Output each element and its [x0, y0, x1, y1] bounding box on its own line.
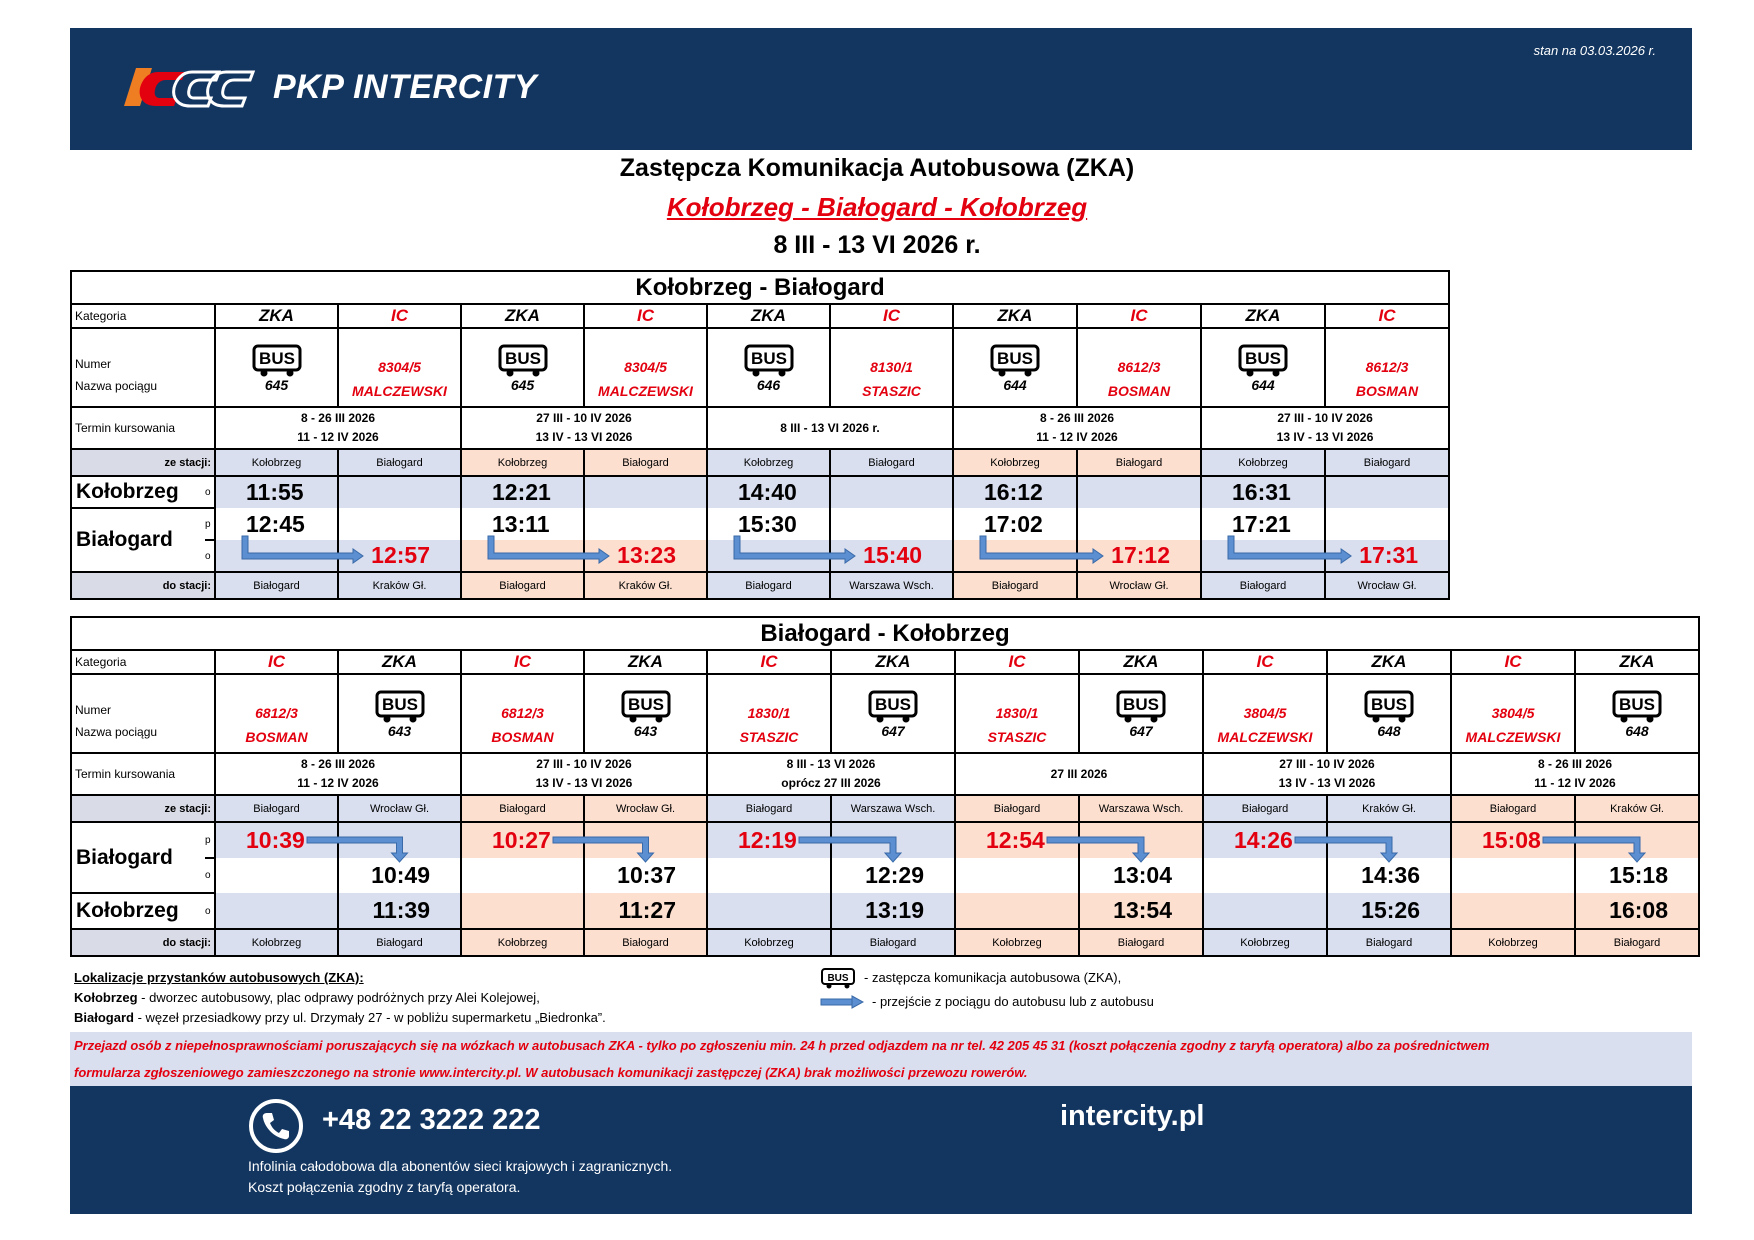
station-label: Białogard [71, 822, 205, 893]
to-station: Białogard [461, 572, 584, 599]
station-label: Kołobrzeg [71, 893, 205, 929]
category-cell: ZKA [831, 650, 955, 674]
schedule-period: 8 III - 13 VI 2026 oprócz 27 III 2026 [707, 753, 955, 795]
from-station: Kołobrzeg [953, 449, 1077, 476]
category-cell: IC [1451, 650, 1575, 674]
svg-text:BUS: BUS [258, 348, 295, 368]
bus-icon [867, 689, 919, 723]
to-station: Kołobrzeg [1451, 929, 1575, 956]
category-cell: IC [461, 650, 584, 674]
bus-number-cell: BUS 644 [953, 328, 1077, 407]
train-arrival: 12:19 [707, 822, 831, 858]
to-station: Białogard [1079, 929, 1203, 956]
category-cell: ZKA [1201, 304, 1325, 328]
svg-text:BUS: BUS [381, 694, 418, 714]
train-cell: 8612/3 BOSMAN [1325, 328, 1449, 407]
label-kategoria: Kategoria [71, 304, 215, 328]
bus-arrival: 17:02 [953, 508, 1077, 540]
bus-icon [989, 343, 1041, 377]
bus-arrival: 15:26 [1327, 893, 1451, 929]
train-cell: 3804/5 MALCZEWSKI [1203, 674, 1327, 753]
bus-arrival: 16:08 [1575, 893, 1699, 929]
category-cell: ZKA [1575, 650, 1699, 674]
schedule-period: 8 - 26 III 2026 11 - 12 IV 2026 [953, 407, 1201, 449]
route-title: Kołobrzeg - Białogard - Kołobrzeg [666, 192, 1088, 222]
bus-number-cell: BUS 647 [831, 674, 955, 753]
bus-number-cell: BUS 646 [707, 328, 830, 407]
category-cell: IC [215, 650, 338, 674]
to-station: Białogard [1327, 929, 1451, 956]
bus-arrival: 11:27 [584, 893, 707, 929]
website[interactable]: intercity.pl [1060, 1100, 1205, 1132]
bus-arrival: 12:45 [215, 508, 338, 540]
label-termin: Termin kursowania [71, 407, 215, 449]
train-arrival: 12:54 [955, 822, 1079, 858]
from-station: Białogard [215, 795, 338, 822]
bus-arrival: 11:39 [338, 893, 461, 929]
schedule-period: 8 III - 13 VI 2026 r. [707, 407, 953, 449]
schedule-period: 27 III - 10 IV 2026 13 IV - 13 VI 2026 [1201, 407, 1449, 449]
from-station: Kołobrzeg [1201, 449, 1325, 476]
category-cell: IC [584, 304, 707, 328]
train-cell: 8304/5 MALCZEWSKI [584, 328, 707, 407]
svg-text:BUS: BUS [504, 348, 541, 368]
category-cell: ZKA [584, 650, 707, 674]
label-kategoria: Kategoria [71, 650, 215, 674]
to-station: Białogard [338, 929, 461, 956]
train-arrival: 15:08 [1451, 822, 1575, 858]
hotline-number: +48 22 3222 222 [322, 1104, 541, 1136]
accessibility-warning: Przejazd osób z niepełnosprawnościami poruszających się na wózkach w autobusach ZKA - tylko po zgłoszeniu min. 24 h przed odjazdem na nr tel. 42 205 45 31 (koszt połączenia zgodny z taryfą operatora) albo za pośrednictwem formularza zgłoszeniowego zamieszczonego na stronie www.intercity.pl. W autobusach komunikacji zastępczej (ZKA) brak możliwości przewozu rowerów. [70, 1032, 1692, 1086]
svg-text:BUS: BUS [1123, 694, 1159, 714]
bus-departure: 11:55 [215, 476, 338, 508]
intercity-logo-icon [122, 64, 262, 110]
to-station: Białogard [1201, 572, 1325, 599]
train-arrival: 10:39 [215, 822, 338, 858]
from-station: Białogard [1203, 795, 1327, 822]
bus-icon [374, 689, 426, 723]
train-departure: 13:23 [584, 540, 707, 572]
label-ze-stacji: ze stacji: [71, 449, 215, 476]
bus-icon [620, 689, 672, 723]
svg-text:BUS: BUS [827, 973, 849, 984]
from-station: Wrocław Gł. [584, 795, 707, 822]
bus-departure: 12:21 [461, 476, 584, 508]
bus-icon [1611, 689, 1663, 723]
bus-number-cell: BUS 645 [215, 328, 338, 407]
to-station: Wrocław Gł. [1077, 572, 1201, 599]
bus-icon [1237, 343, 1289, 377]
bus-number-cell: BUS 648 [1327, 674, 1451, 753]
timetable-kolobrzeg-bialogard: Kołobrzeg - Białogard Kategoria ZKA IC ZKA IC ZKA IC ZKA IC ZKA IC Numer Nazwa pociągu BUS 645 8304/5 MALCZEWSKI BUS 645 8304/5 MALCZEWSKI BUS 646 8130/1 STASZIC BUS 644 8612/3 BOSMAN BUS 644 8612/3 BOSMAN Termin kursowania 8 - 26 III 2026 11 - 12 IV 2026 27 III - 10 IV 2026 13 IV - 13 VI 2026 8 III - 13 VI 2026 r. 8 - 26 III 2026 11 - 12 IV 2026 27 III - 10 IV 2026 13 IV - 13 VI 2026 ze stacji: Kołobrzeg Białogard Kołobrzeg Białogard Kołobrzeg Białogard Kołobrzeg Białogard Kołobrzeg Białogard Kołobrzeg o 11:55 12:21 14:40 16:12 16:31 Białogard p 12:45 13:11 15:30 17:02 17:21 o 12:57 13:23 15:40 17:12 17:31 do stacji: Białogard Kraków Gł. Białogard Kraków Gł. Białogard Warszawa Wsch. Białogard Wrocław Gł. Białogard Wrocław Gł. [70, 270, 1450, 600]
from-station: Białogard [338, 449, 461, 476]
note-kolobrzeg: Kołobrzeg - dworzec autobusowy, plac odprawy podróżnych przy Alei Kolejowej, [74, 990, 540, 1005]
from-station: Białogard [584, 449, 707, 476]
svg-text:BUS: BUS [750, 348, 787, 368]
table-title: Białogard - Kołobrzeg [71, 617, 1699, 650]
train-cell: 8130/1 STASZIC [830, 328, 953, 407]
bus-icon [820, 967, 856, 989]
category-cell: ZKA [338, 650, 461, 674]
train-cell: 6812/3 BOSMAN [461, 674, 584, 753]
category-cell: ZKA [461, 304, 584, 328]
schedule-period: 27 III 2026 [955, 753, 1203, 795]
train-cell: 1830/1 STASZIC [707, 674, 831, 753]
train-departure: 17:12 [1077, 540, 1201, 572]
label-do-stacji: do stacji: [71, 929, 215, 956]
bus-arrival: 15:30 [707, 508, 830, 540]
svg-text:BUS: BUS [627, 694, 664, 714]
bus-number-cell: BUS 643 [584, 674, 707, 753]
table-title: Kołobrzeg - Białogard [71, 271, 1449, 304]
svg-text:BUS: BUS [1371, 694, 1407, 714]
from-station: Kołobrzeg [215, 449, 338, 476]
schedule-period: 8 - 26 III 2026 11 - 12 IV 2026 [215, 407, 461, 449]
category-cell: IC [1203, 650, 1327, 674]
brand-name: PKP INTERCITY [273, 68, 538, 106]
from-station: Wrocław Gł. [338, 795, 461, 822]
hotline-cost: Koszt połączenia zgodny z taryfą operatora. [248, 1179, 521, 1195]
train-arrival: 14:26 [1203, 822, 1327, 858]
from-station: Białogard [830, 449, 953, 476]
to-station: Warszawa Wsch. [830, 572, 953, 599]
footer [70, 1086, 1692, 1214]
to-station: Białogard [1575, 929, 1699, 956]
category-cell: ZKA [1327, 650, 1451, 674]
to-station: Kraków Gł. [584, 572, 707, 599]
from-station: Białogard [461, 795, 584, 822]
category-cell: ZKA [1079, 650, 1203, 674]
note-bialogard: Białogard - węzeł przesiadkowy przy ul. Drzymały 27 - w pobliżu supermarketu „Biedronka”. [74, 1010, 606, 1025]
to-station: Kołobrzeg [955, 929, 1079, 956]
bus-departure: 10:37 [584, 858, 707, 893]
bus-icon [743, 343, 795, 377]
from-station: Warszawa Wsch. [1079, 795, 1203, 822]
stop-locations [74, 968, 606, 1028]
svg-text:BUS: BUS [875, 694, 911, 714]
train-arrival: 10:27 [461, 822, 584, 858]
category-cell: IC [1325, 304, 1449, 328]
to-station: Wrocław Gł. [1325, 572, 1449, 599]
schedule-period: 27 III - 10 IV 2026 13 IV - 13 VI 2026 [461, 753, 707, 795]
phone-icon [248, 1098, 304, 1154]
bus-departure: 14:40 [707, 476, 830, 508]
legend-bus: BUS - zastępcza komunikacja autobusowa (ZKA), [820, 966, 1154, 990]
schedule-period: 27 III - 10 IV 2026 13 IV - 13 VI 2026 [461, 407, 707, 449]
category-cell: IC [955, 650, 1079, 674]
category-cell: IC [707, 650, 831, 674]
from-station: Kraków Gł. [1575, 795, 1699, 822]
header-banner [70, 28, 1692, 150]
bus-departure: 12:29 [831, 858, 955, 893]
bus-departure: 15:18 [1575, 858, 1699, 893]
to-station: Białogard [953, 572, 1077, 599]
bus-number-cell: BUS 643 [338, 674, 461, 753]
label-ze-stacji: ze stacji: [71, 795, 215, 822]
bus-departure: 10:49 [338, 858, 461, 893]
station-label: Białogard [71, 508, 205, 572]
label-numer-nazwa: Numer Nazwa pociągu [71, 674, 215, 753]
bus-number-cell: BUS 645 [461, 328, 584, 407]
svg-text:BUS: BUS [997, 348, 1033, 368]
train-cell: 1830/1 STASZIC [955, 674, 1079, 753]
bus-departure: 16:31 [1201, 476, 1325, 508]
legend [820, 966, 1154, 1014]
to-station: Kraków Gł. [338, 572, 461, 599]
bus-icon [497, 343, 549, 377]
to-station: Kołobrzeg [1203, 929, 1327, 956]
from-station: Białogard [955, 795, 1079, 822]
from-station: Białogard [1451, 795, 1575, 822]
train-cell: 8304/5 MALCZEWSKI [338, 328, 461, 407]
train-cell: 6812/3 BOSMAN [215, 674, 338, 753]
bus-departure: 14:36 [1327, 858, 1451, 893]
legend-arrow: - przejście z pociągu do autobusu lub z autobusu [820, 990, 1154, 1014]
category-cell: ZKA [707, 304, 830, 328]
train-departure: 17:31 [1325, 540, 1449, 572]
transfer-arrow-icon [820, 995, 864, 1009]
category-cell: ZKA [953, 304, 1077, 328]
bus-arrival: 13:19 [831, 893, 955, 929]
category-cell: IC [830, 304, 953, 328]
from-station: Kołobrzeg [461, 449, 584, 476]
from-station: Białogard [1077, 449, 1201, 476]
svg-text:BUS: BUS [1245, 348, 1281, 368]
station-label: Kołobrzeg [71, 476, 205, 508]
to-station: Kołobrzeg [707, 929, 831, 956]
to-station: Białogard [215, 572, 338, 599]
from-station: Kołobrzeg [707, 449, 830, 476]
category-cell: IC [1077, 304, 1201, 328]
bus-arrival: 13:54 [1079, 893, 1203, 929]
to-station: Białogard [831, 929, 955, 956]
status-date: stan na 03.03.2026 r. [1533, 43, 1656, 58]
hotline-info: Infolinia całodobowa dla abonentów sieci krajowych i zagranicznych. [248, 1158, 673, 1174]
train-cell: 8612/3 BOSMAN [1077, 328, 1201, 407]
label-termin: Termin kursowania [71, 753, 215, 795]
schedule-period: 8 - 26 III 2026 11 - 12 IV 2026 [1451, 753, 1699, 795]
train-cell: 3804/5 MALCZEWSKI [1451, 674, 1575, 753]
from-station: Białogard [1325, 449, 1449, 476]
to-station: Kołobrzeg [215, 929, 338, 956]
to-station: Białogard [584, 929, 707, 956]
label-numer-nazwa: Numer Nazwa pociągu [71, 328, 215, 407]
bus-number-cell: BUS 644 [1201, 328, 1325, 407]
schedule-period: 27 III - 10 IV 2026 13 IV - 13 VI 2026 [1203, 753, 1451, 795]
notes-heading: Lokalizacje przystanków autobusowych (ZKA): [74, 970, 364, 985]
bus-departure: 13:04 [1079, 858, 1203, 893]
from-station: Kraków Gł. [1327, 795, 1451, 822]
bus-number-cell: BUS 647 [1079, 674, 1203, 753]
train-departure: 15:40 [830, 540, 953, 572]
to-station: Białogard [707, 572, 830, 599]
bus-arrival: 17:21 [1201, 508, 1325, 540]
bus-icon [1115, 689, 1167, 723]
svg-text:BUS: BUS [1619, 694, 1655, 714]
bus-icon [251, 343, 303, 377]
page-title: Zastępcza Komunikacja Autobusowa (ZKA) [619, 154, 1135, 182]
timetable-bialogard-kolobrzeg: Białogard - Kołobrzeg Kategoria IC ZKA IC ZKA IC ZKA IC ZKA IC ZKA IC ZKA Numer Nazwa pociągu 6812/3 BOSMAN BUS 643 6812/3 BOSMAN BUS 643 1830/1 STASZIC BUS 647 1830/1 STASZIC BUS 647 3804/5 MALCZEWSKI BUS 648 3804/5 MALCZEWSKI BUS 648 Termin kursowania 8 - 26 III 2026 11 - 12 IV 2026 27 III - 10 IV 2026 13 IV - 13 VI 2026 8 III - 13 VI 2026 oprócz 27 III 2026 27 III 2026 27 III - 10 IV 2026 13 IV - 13 VI 2026 8 - 26 III 2026 11 - 12 IV 2026 ze stacji: Białogard Wrocław Gł. Białogard Wrocław Gł. Białogard Warszawa Wsch. Białogard Warszawa Wsch. Białogard Kraków Gł. Białogard Kraków Gł. Białogard p 10:39 10:27 12:19 12:54 14:26 15:08 o 10:49 10:37 12:29 13:04 14:36 15:18 Kołobrzeg o 11:39 11:27 13:19 13:54 15:26 16:08 do stacji: Kołobrzeg Białogard Kołobrzeg Białogard Kołobrzeg Białogard Kołobrzeg Białogard Kołobrzeg Białogard Kołobrzeg Białogard [70, 616, 1700, 957]
bus-number-cell: BUS 648 [1575, 674, 1699, 753]
category-cell: IC [338, 304, 461, 328]
from-station: Białogard [707, 795, 831, 822]
from-station: Warszawa Wsch. [831, 795, 955, 822]
category-cell: ZKA [215, 304, 338, 328]
bus-icon [1363, 689, 1415, 723]
bus-departure: 16:12 [953, 476, 1077, 508]
label-do-stacji: do stacji: [71, 572, 215, 599]
bus-arrival: 13:11 [461, 508, 584, 540]
dates-title: 8 III - 13 VI 2026 r. [773, 231, 981, 259]
train-departure: 12:57 [338, 540, 461, 572]
to-station: Kołobrzeg [461, 929, 584, 956]
schedule-period: 8 - 26 III 2026 11 - 12 IV 2026 [215, 753, 461, 795]
